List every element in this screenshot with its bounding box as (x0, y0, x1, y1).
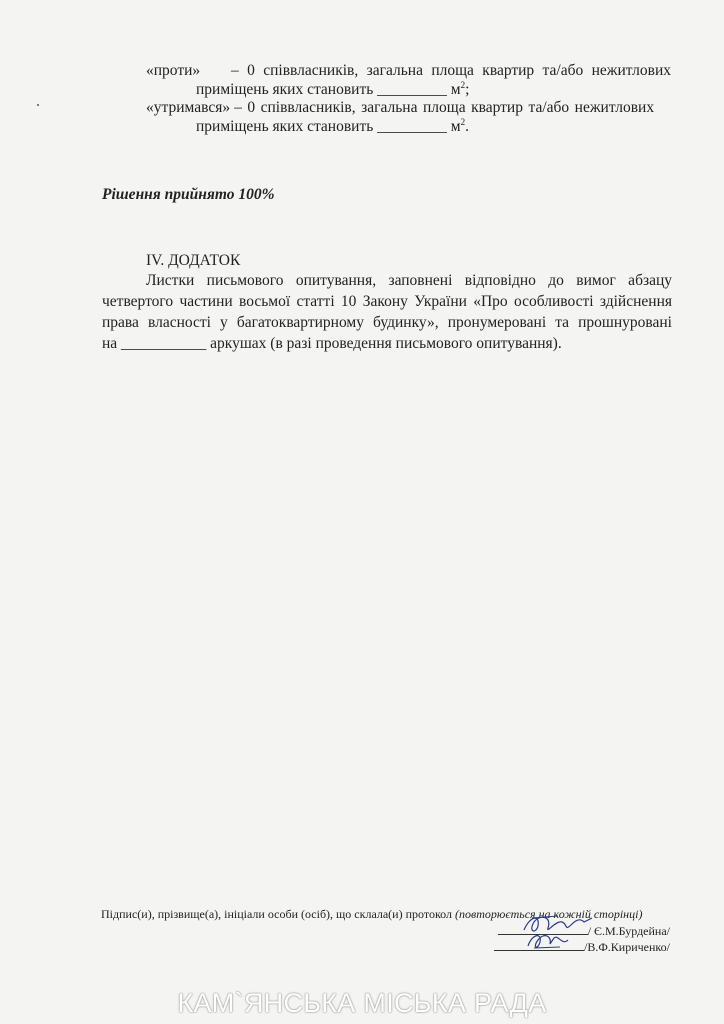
appendix-line: четвертого частини восьмої статті 10 Закону України «Про особливості здійснення (102, 293, 672, 310)
signature-label-text: Підпис(и), прізвище(а), ініціали особи (осіб), що склала(и) протокол (101, 907, 452, 921)
signer-name: /В.Ф.Кириченко/ (583, 940, 670, 954)
vote-against-line-2 (196, 80, 469, 100)
appendix-heading: IV. ДОДАТОК (146, 252, 241, 269)
decision-text: Рішення прийнято 100% (102, 186, 275, 203)
signer-name: / Є.М.Бурдейна/ (587, 924, 670, 938)
vote-against-area: приміщень яких становить _________ м (196, 81, 461, 98)
appendix-paragraph (102, 270, 672, 354)
signature-note: (повторюється на кожній сторінці) (455, 907, 643, 921)
vote-against-label: «проти» (146, 62, 201, 79)
appendix-line: Листки письмового опитування, заповнені відповідно до вимог абзацу (146, 272, 672, 289)
signer-row-2 (494, 940, 670, 955)
council-stamp-footer: КАМ`ЯНСЬКА МІСЬКА РАДА (177, 988, 547, 1018)
vote-against-text: – 0 співвласників, загальна площа квартир та/або нежитлових (231, 62, 671, 79)
vote-abstained-end: . (465, 118, 469, 135)
vote-abstained-line-1 (146, 98, 672, 118)
vote-abstained-unit-exp: 2 (460, 116, 466, 127)
vote-abstained-line-2 (196, 117, 469, 137)
vote-abstained-area: приміщень яких становить _________ м (196, 118, 461, 135)
vote-abstained-label: «утримався» (146, 99, 231, 116)
scan-speck (37, 104, 39, 106)
vote-against-unit-exp: 2 (460, 79, 466, 90)
appendix-line: на ___________ аркушах (в разі проведення письмового опитування). (102, 335, 562, 352)
vote-against-end: ; (465, 81, 470, 98)
vote-against-line-1 (146, 61, 672, 81)
appendix-line: права власності у багатоквартирному будинку», пронумеровані та прошнуровані (102, 314, 672, 331)
handwritten-signature-2 (524, 930, 574, 952)
vote-abstained-text: – 0 співвласників, загальна площа квартир та/або нежитлових (234, 99, 655, 116)
